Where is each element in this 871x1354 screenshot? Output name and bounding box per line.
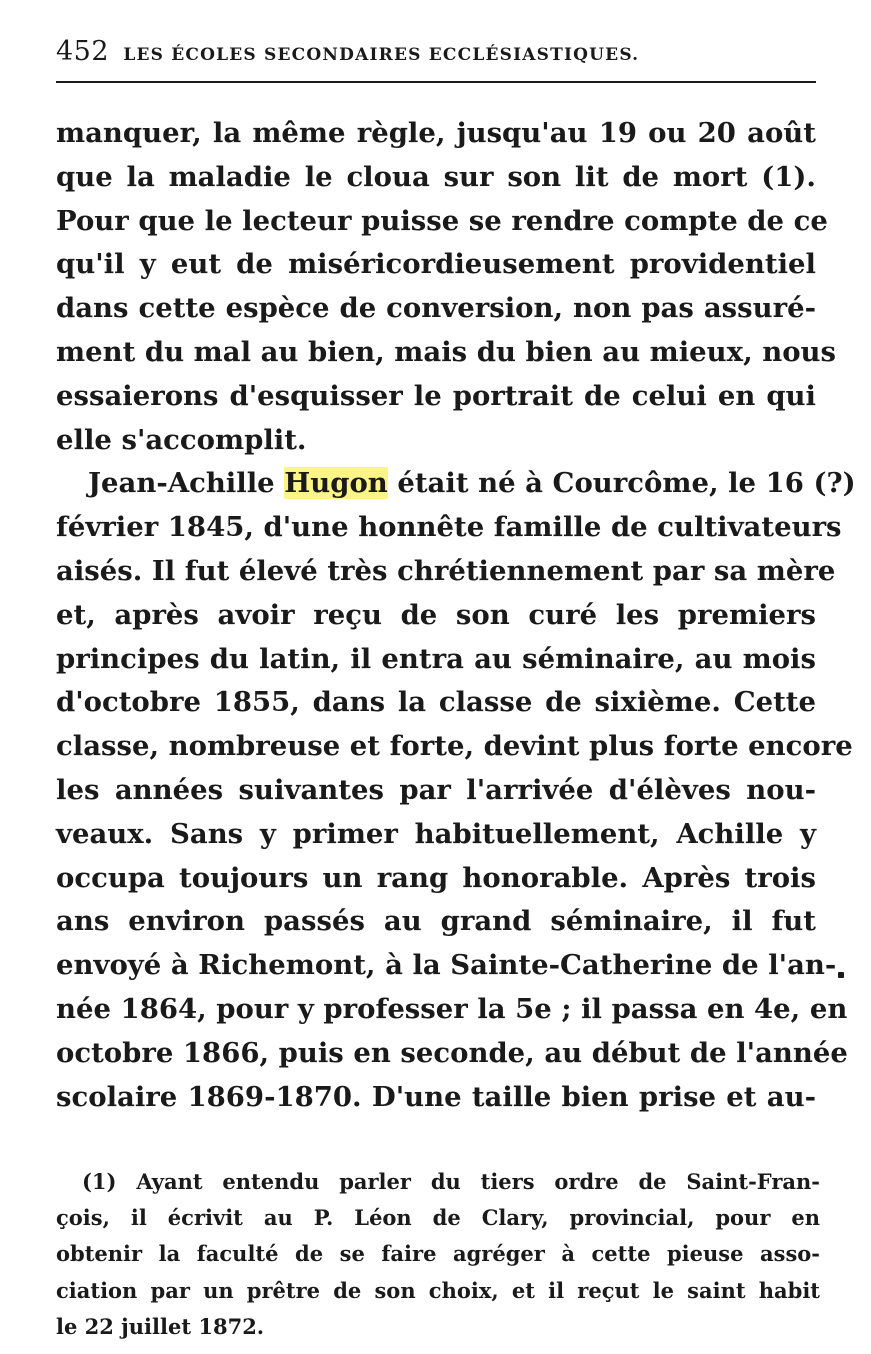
body-line: dans cette espèce de conversion, non pas assuré- (56, 292, 816, 325)
footnote-line: le 22 juillet 1872. (56, 1313, 265, 1339)
body-line: envoyé à Richemont, à la Sainte-Catherine de l'an- (56, 949, 837, 982)
para-suffix: était né à Courcôme, le 16 (?) (397, 467, 856, 500)
body-line: Pour que le lecteur puisse se rendre compte de ce (56, 204, 828, 237)
body-line: essaierons d'esquisser le portrait de celui en qui (56, 379, 816, 412)
highlighted-search-term: Hugon (284, 467, 388, 500)
running-head (56, 32, 816, 72)
footnote-line: ciation par un prêtre de son choix, et il reçut le saint habit (56, 1277, 820, 1303)
body-line: ment du mal au bien, mais du bien au mieux, nous (56, 335, 837, 368)
footnote-line: obtenir la faculté de se faire agréger à cette pieuse asso- (56, 1241, 820, 1267)
running-title: LES ÉCOLES SECONDAIRES ECCLÉSIASTIQUES. (123, 45, 640, 65)
body-line: que la maladie le cloua sur son lit de mort (1). (56, 160, 816, 193)
body-line: qu'il y eut de miséricordieusement providentiel (56, 248, 816, 281)
body-text (56, 112, 856, 1119)
body-line: elle s'accomplit. (56, 423, 307, 456)
body-line: et, après avoir reçu de son curé les premiers (56, 598, 816, 631)
body-line: née 1864, pour y professer la 5e ; il passa en 4e, en (56, 992, 848, 1025)
body-line: classe, nombreuse et forte, devint plus forte encore (56, 730, 853, 763)
footnote (56, 1164, 820, 1345)
margin-mark (838, 972, 844, 978)
header-rule (56, 81, 816, 83)
body-line: aisés. Il fut élevé très chrétiennement par sa mère (56, 554, 836, 587)
body-line: principes du latin, il entra au séminaire, au mois (56, 642, 816, 675)
body-line: scolaire 1869-1870. D'une taille bien prise et au- (56, 1080, 816, 1113)
body-line: veaux. Sans y primer habituellement, Achille y (56, 817, 816, 850)
body-line: février 1845, d'une honnête famille de cultivateurs (56, 511, 842, 544)
body-line: ans environ passés au grand séminaire, il fut (56, 905, 816, 938)
body-line: octobre 1866, puis en seconde, au début de l'année (56, 1036, 848, 1069)
page-number: 452 (56, 36, 110, 67)
footnote-line: çois, il écrivit au P. Léon de Clary, provincial, pour en (56, 1205, 820, 1231)
paragraph-opening-line (56, 462, 856, 506)
body-line: manquer, la même règle, jusqu'au 19 ou 20 août (56, 117, 816, 149)
footnote-line: (1) Ayant entendu parler du tiers ordre de Saint-Fran- (82, 1169, 820, 1194)
body-line: occupa toujours un rang honorable. Après trois (56, 861, 816, 894)
body-line: d'octobre 1855, dans la classe de sixième. Cette (56, 686, 816, 719)
para-prefix: Jean-Achille (88, 467, 275, 500)
body-line: les années suivantes par l'arrivée d'élèves nou- (56, 773, 816, 806)
